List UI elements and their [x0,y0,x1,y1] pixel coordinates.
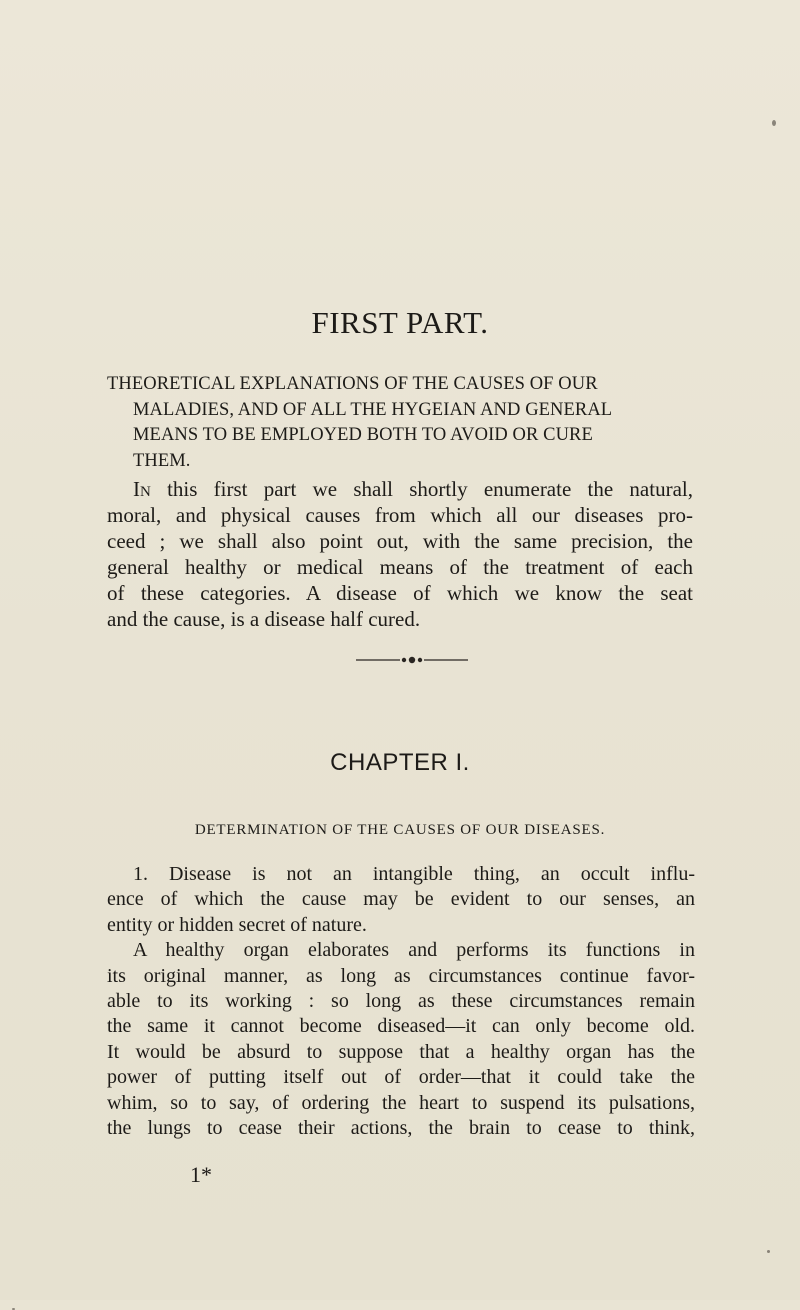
dropcap-word: In [133,477,151,501]
paragraph-line: It would be absurd to suppose that a healthy organ has the [107,1040,695,1063]
paragraph-line: ceed ; we shall also point out, with the same precision, the [107,529,693,553]
subtitle-line: THEM. [133,450,191,471]
paragraph-line: moral, and physical causes from which all our diseases pro- [107,503,693,527]
paragraph-line: the same it cannot become diseased—it can only become old. [107,1015,695,1038]
paragraph-line: ence of which the cause may be evident to our senses, an [107,888,695,911]
paper-speck [772,120,776,126]
paragraph-line: the lungs to cease their actions, the brain to cease to think, [107,1117,695,1140]
paper-speck [767,1250,770,1253]
chapter-subtitle: DETERMINATION OF THE CAUSES OF OUR DISEASES. [194,822,606,838]
paragraph-line: and the cause, is a disease half cured. [107,607,421,631]
paragraph-line: able to its working : so long as these circumstances remain [107,990,695,1013]
part-title: FIRST PART. [311,305,489,340]
paragraph-line: whim, so to say, of ordering the heart to suspend its pulsations, [107,1091,695,1114]
paragraph-line: entity or hidden secret of nature. [107,913,367,936]
paragraph-line: of these categories. A disease of which we know the seat [107,581,693,605]
chapter-title: CHAPTER I. [330,749,470,776]
paragraph-line: general healthy or medical means of the treatment of each [107,555,693,579]
paragraph-line: its original manner, as long as circumstances continue favor- [107,964,695,987]
signature-mark: 1* [190,1162,212,1187]
chapter-body [107,862,695,1141]
subtitle-line: MEANS TO BE EMPLOYED BOTH TO AVOID OR CURE [133,425,593,445]
ornamental-divider [356,655,468,665]
paragraph-line: A healthy organ elaborates and performs its functions in [133,939,695,962]
subtitle-line: THEORETICAL EXPLANATIONS OF THE CAUSES OF OUR [107,374,598,394]
paragraph-line: 1. Disease is not an intangible thing, an occult influ- [133,863,695,885]
intro-paragraph [107,476,693,632]
line-text: this first part we shall shortly enumerate the natural, [150,477,693,501]
subtitle-line: MALADIES, AND OF ALL THE HYGEIAN AND GENERAL [133,399,613,420]
paragraph-line [107,476,693,502]
part-subtitle [107,372,695,474]
paragraph-line: power of putting itself out of order—that it could take the [107,1066,695,1089]
